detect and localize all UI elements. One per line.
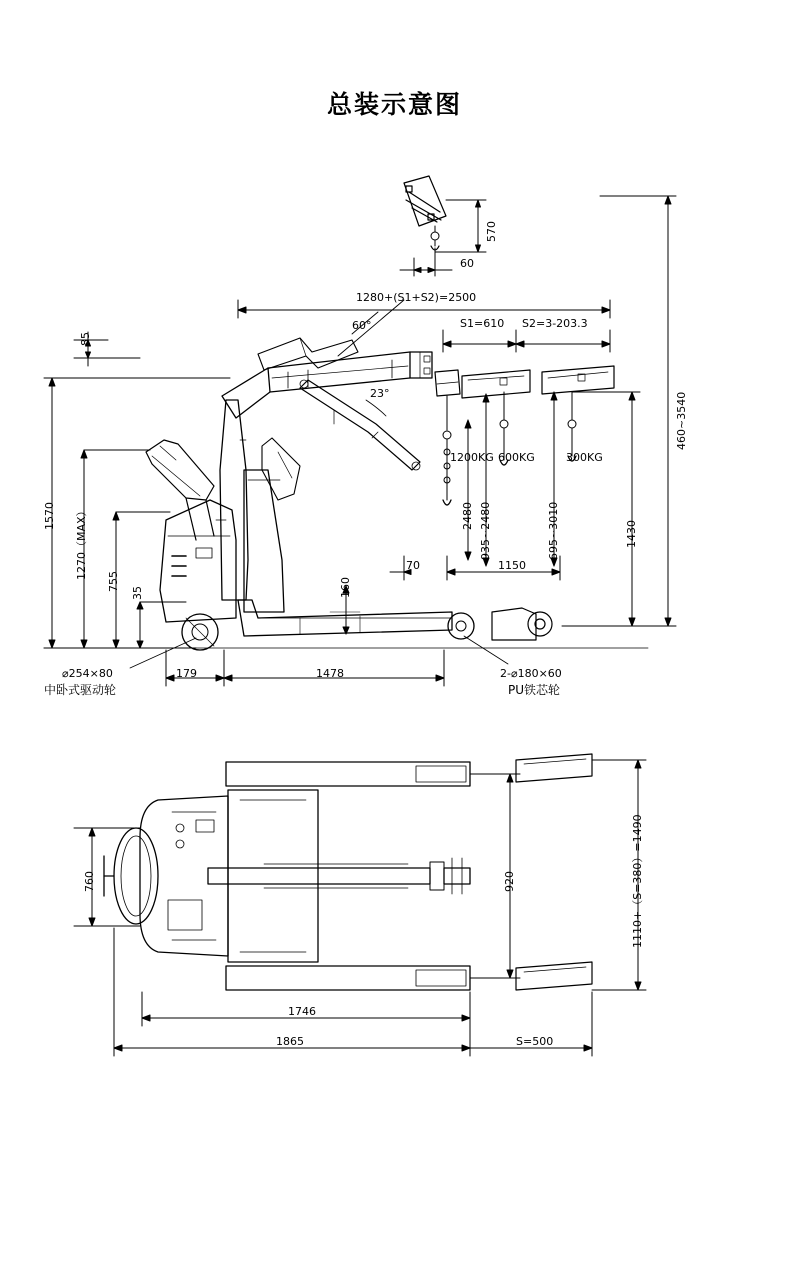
label-300kg: 300KG xyxy=(566,451,603,464)
dim-695-3010: 695~3010 xyxy=(547,501,560,560)
note-drive-wheel-spec: ⌀254×80 xyxy=(62,667,113,680)
dim-179: 179 xyxy=(176,667,197,680)
label-1200kg: 1200KG xyxy=(450,451,494,464)
dim-1570: 1570 xyxy=(43,502,56,530)
dim-35: 35 xyxy=(131,586,144,600)
note-pu-wheel-spec: 2-⌀180×60 xyxy=(500,667,562,680)
dim-boom-length: 1280+(S1+S2)=2500 xyxy=(356,291,477,304)
dim-1150: 1150 xyxy=(498,559,526,572)
dim-460-3540: 460~3540 xyxy=(675,391,688,450)
dim-60: 60 xyxy=(460,257,474,270)
dim-85: 85 xyxy=(79,332,92,346)
dim-755: 755 xyxy=(107,571,120,592)
dim-s2: S2=3-203.3 xyxy=(522,317,588,330)
note-pu-wheel-name: PU铁芯轮 xyxy=(508,683,561,697)
dim-1430: 1430 xyxy=(625,520,638,548)
dim-s-500: S=500 xyxy=(516,1035,554,1048)
dim-1478: 1478 xyxy=(316,667,344,680)
page-title: 总装示意图 xyxy=(326,90,462,119)
dim-1865: 1865 xyxy=(276,1035,304,1048)
dim-1746: 1746 xyxy=(288,1005,316,1018)
dim-1270-max: 1270（MAX） xyxy=(75,505,88,580)
dim-570: 570 xyxy=(485,221,498,242)
dim-935-2480: 935~2480 xyxy=(479,501,492,560)
dim-60-degree: 60° xyxy=(352,319,372,332)
dim-23-degree: 23° xyxy=(370,387,390,400)
label-600kg: 600KG xyxy=(498,451,535,464)
dim-s1: S1=610 xyxy=(460,317,505,330)
dim-2480: 2480 xyxy=(461,502,474,530)
note-drive-wheel-name: 中卧式驱动轮 xyxy=(44,683,117,697)
dim-1110-s380-1490: 1110+（S=380）=1490 xyxy=(631,814,644,948)
dim-160: 160 xyxy=(339,577,352,598)
dim-70: 70 xyxy=(406,559,420,572)
dim-760: 760 xyxy=(83,871,96,892)
dim-920: 920 xyxy=(503,871,516,892)
